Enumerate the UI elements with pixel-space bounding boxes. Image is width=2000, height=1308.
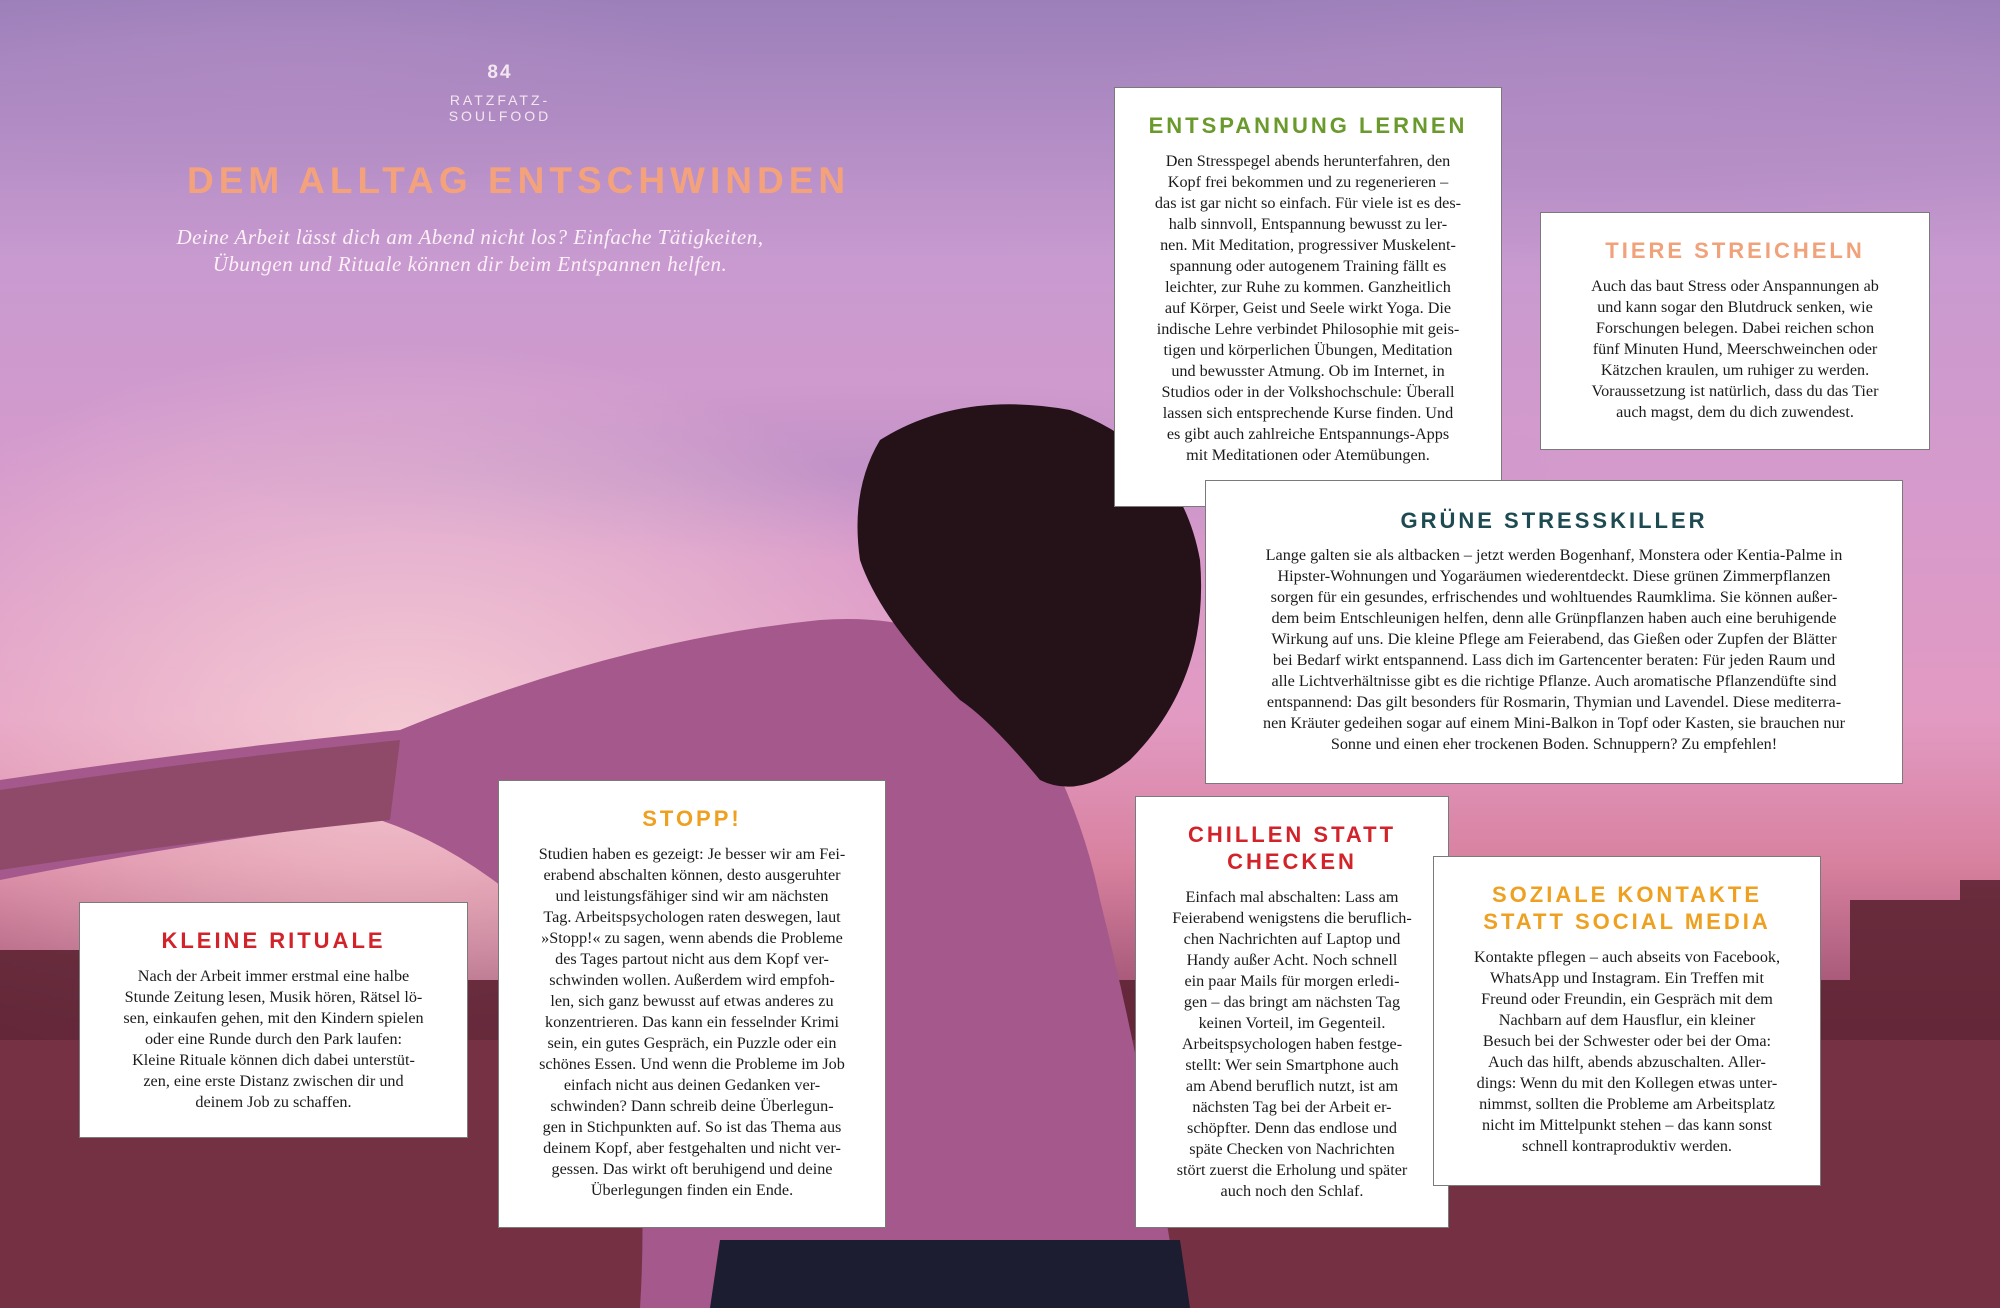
intro-line: Übungen und Rituale können dir beim Entspannen helfen. xyxy=(212,252,728,276)
box-title: SOZIALE KONTAKTE STATT SOCIAL MEDIA xyxy=(1483,882,1771,934)
box-title: ENTSPANNUNG LERNEN xyxy=(1148,113,1468,138)
page-number: 84 xyxy=(487,62,513,83)
box-soziale-kontakte xyxy=(1433,856,1821,1186)
box-tiere-streicheln xyxy=(1540,212,1930,450)
box-gruene-stresskiller xyxy=(1205,480,1903,784)
box-body: Lange galten sie als altbacken – jetzt werden Bogenhanf, Monstera oder Kentia-Palme in Hipster-Wohnungen und Yogaräumen wiederentdeckt. Diese grünen Zimmerpflanzen sorgen für ein gesundes, erfrischendes und wohltuendes Raumklima. Sie können außer- dem beim Entschleunigen helfen, denn alle Grünpflanzen haben auch eine beruhigende Wirkung auf uns. Die kleine Pflege am Feierabend, das Gießen oder Zupfen der Blätter bei Bedarf wirkt entspannend. Lass dich im Gartencenter beraten: Für jeden Raum und alle Lichtverhältnisse gibt es die richtige Pflanze. Auch aromatische Pflanzendüfte sind entspannend: Das gilt besonders für Rosmarin, Thymian und Lavendel. Diese mediterra- nen Kräuter gedeihen sogar auf einem Mini-Balkon in Topf oder Kasten, sie brauchen nur Sonne und einen eher trockenen Boden. Schnuppern? Zu empfehlen! xyxy=(1262,546,1846,753)
intro-text xyxy=(140,224,800,278)
box-body: Den Stresspegel abends herunterfahren, den Kopf frei bekommen und zu regenerieren – das ist gar nicht so einfach. Für viele ist es des- halb sinnvoll, Entspannung bewusst zu ler- nen. Mit Meditation, progressiver Muskelent- spannung oder autogenem Training fällt es leichter, zur Ruhe zu kommen. Ganzheitlich auf Körper, Geist und Seele wirkt Yoga. Die indische Lehre verbindet Philosophie mit geis- tigen und körperlichen Übungen, Meditation und bewusster Atmung. Ob im Internet, in Studios oder in der Volkshochschule: Überall lassen sich entsprechende Kurse finden. Und es gibt auch zahlreiche Entspannungs-Apps mit Meditationen oder Atemübungen. xyxy=(1154,152,1462,464)
headline: DEM ALLTAG ENTSCHWINDEN xyxy=(187,160,851,201)
box-body: Auch das baut Stress oder Anspannungen ab und kann sogar den Blutdruck senken, wie Forschungen belegen. Dabei reichen schon fünf Minuten Hund, Meerschweinchen oder Kätzchen kraulen, um ruhiger zu werden. Voraussetzung ist natürlich, dass du das Tier auch magst, dem du dich zuwendest. xyxy=(1591,277,1879,421)
box-body: Studien haben es gezeigt: Je besser wir am Fei- erabend abschalten können, desto ausgeruhter und leistungsfähiger sind wir am nächsten Tag. Arbeitspsychologen raten deswegen, laut »Stopp!« zu sagen, wenn abends die Probleme des Tages partout nicht aus dem Kopf ver- schwinden wollen. Außerdem wird empfoh- len, sich ganz bewusst auf etwas anderes zu konzentrieren. Das kann ein fesselnder Krimi sein, ein gutes Gespräch, ein Puzzle oder ein schönes Essen. Und wenn die Probleme im Job einfach nicht aus deinen Gedanken ver- schwinden? Dann schreib deine Überlegun- gen in Stichpunkten auf. So ist das Thema aus deinem Kopf, aber festgehalten und nicht ver- gessen. Das wirkt oft beruhigend und deine Überlegungen finden ein Ende. xyxy=(538,845,846,1199)
box-body: Einfach mal abschalten: Lass am Feierabend wenigstens die beruflich- chen Nachrichten auf Laptop und Handy außer Acht. Noch schnell ein paar Mails für morgen erledi- gen – das bringt am nächsten Tag keinen Vorteil, im Gegenteil. Arbeitspsychologen haben festge- stellt: Wer sein Smartphone auch am Abend beruflich nutzt, ist am nächsten Tag bei der Arbeit er- schöpfter. Denn das endlose und späte Checken von Nachrichten stört zuerst die Erholung und später auch noch den Schlaf. xyxy=(1172,888,1412,1200)
box-body: Nach der Arbeit immer erstmal eine halbe Stunde Zeitung lesen, Musik hören, Rätsel lö- sen, einkaufen gehen, mit den Kindern spielen oder eine Runde durch den Park laufen: Kleine Rituale können dich dabei unterstüt- zen, eine erste Distanz zwischen dir und deinem Job zu schaffen. xyxy=(123,967,424,1111)
box-entspannung-lernen xyxy=(1114,87,1502,507)
page-folio xyxy=(400,62,600,124)
box-title: CHILLEN STATT CHECKEN xyxy=(1187,822,1397,874)
running-head: RATZFATZ-SOULFOOD xyxy=(448,92,552,124)
box-body: Kontakte pflegen – auch abseits von Facebook, WhatsApp und Instagram. Ein Treffen mit Freund oder Freundin, ein Gespräch mit dem Nachbarn auf dem Hausflur, ein kleiner Besuch bei der Schwester oder bei der Oma: Auch das hilft, abends abzuschalten. Aller- dings: Wenn du mit den Kollegen etwas unter- nimmst, sollten die Probleme am Arbeitsplatz nicht im Mittelpunkt stehen – das kann sonst schnell kontraproduktiv werden. xyxy=(1473,948,1781,1155)
box-kleine-rituale xyxy=(79,902,468,1138)
box-title: STOPP! xyxy=(642,806,742,831)
box-chillen-statt-checken xyxy=(1135,796,1449,1228)
box-title: TIERE STREICHELN xyxy=(1605,238,1865,263)
intro-line: Deine Arbeit lässt dich am Abend nicht los? Einfache Tätigkeiten, xyxy=(176,225,764,249)
box-stopp xyxy=(498,780,886,1228)
box-title: GRÜNE STRESSKILLER xyxy=(1400,508,1708,533)
box-title: KLEINE RITUALE xyxy=(161,928,386,953)
